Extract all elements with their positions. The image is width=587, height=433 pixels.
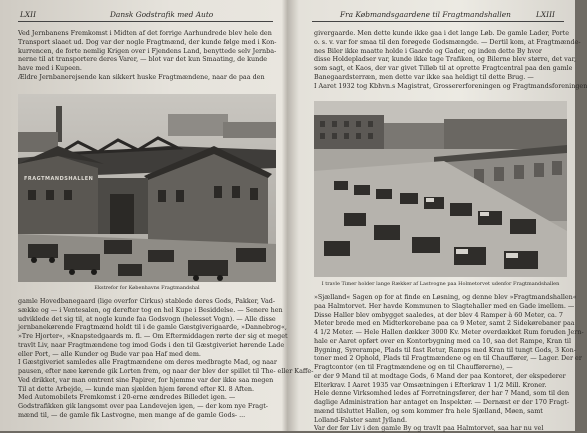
text-line: Ældre Jernbanerejsende kan sikkert huske Fragtmændene, naar de paa den <box>18 72 265 81</box>
right-bottom-text <box>314 293 584 433</box>
svg-text:FRAGTMANDSHALLEN: FRAGTMANDSHALLEN <box>24 176 94 182</box>
text-line: Godstrafikken gik langsomt over paa Landevejen igen, — der kom nye Fragt- <box>18 402 268 410</box>
text-line: Elterkrav. I Aaret 1935 var Omsætningen i Efterkrav 1 1/2 Mill. Kroner. <box>314 380 547 389</box>
text-line: Bygning, Syrerampe, Plads til fast Retur, Ramps med Kran til tungt Gods, 3 Kon- <box>314 345 576 354</box>
text-line: givergaarde. Men dette kunde ikke gaa i det lange Løb. De gamle Lader, Porte <box>314 29 569 37</box>
text-line: nes Biler ikke maatte holde i Gaarde og Gader, og inden dette By hvor <box>314 46 542 55</box>
text-line: I Aaret 1932 tog Kbhvn.s Magistrat, Grossererforeningen og Fragtmandsforeningen <box>314 81 587 90</box>
text-line: Lolland-Falster samt Jylland. <box>314 415 407 424</box>
text-line: nerne til at transportere deres Varer, — blot var det kun Smaating, de kunde <box>18 55 268 64</box>
right-header-rule <box>312 21 564 22</box>
text-line: daglige Administration har antaget en Inspektør. — Dernæst er der 170 Fragt- <box>314 398 570 406</box>
lorries-photo <box>314 101 567 277</box>
left-top-text <box>18 29 280 82</box>
text-line: Meter brede med en Midterkorebane paa ca 9 Meter, samt 2 Sidekørebaner paa <box>314 319 575 328</box>
right-top-text <box>314 29 587 90</box>
text-line: »Sjælland« Sagen op for at finde en Løsning, og denne blev »Fragtmandshallen« <box>314 293 577 301</box>
text-line: Disse Haller blev ombygget saaledes, at der blev 4 Ramper à 60 Meter, ca. 7 <box>314 310 563 319</box>
right-page <box>292 0 587 433</box>
text-line: gamle Hovedbanegaard (lige overfor Cirkus) stablede deres Gods, Pakker, Vad- <box>18 297 276 305</box>
text-line: eller Port, — alle Kunder og Bude var paa Haf med dem. <box>18 349 201 358</box>
text-line: Banegaardsterræn, men dette var ikke saa heldigt til dette Brug. — <box>314 72 534 81</box>
text-line: pausen, efter næe kørende gik Lorten frem, og naar der blev der spillet til The- eller Kaffe- <box>18 367 314 375</box>
text-line: jernbanekørende Fragtmænd holdt til i de gamle Gæstgiverigaarde, »Dannebrog«, <box>18 323 287 332</box>
text-line: paa Halmtorvet. Her havde Kommunen to Slagtehaller med en Gade imellem. — <box>314 301 575 310</box>
right-running-title: Fra Købmandsgaardene til Fragtmandshallen <box>340 10 511 19</box>
text-line: Ved Jernbanens Fremkomst i Midten af det forrige Aarhundrede blev hele den <box>18 29 272 37</box>
text-line: mænd tilsluttet Hallen, og som kommer fra hele Sjælland, Møen, samt <box>314 406 543 415</box>
text-line: o. s. v. var for smaa til den forøgede Godsmængde. — Dertil kom, at Fragtmænde- <box>314 37 581 46</box>
freight-hall-photo <box>18 94 276 282</box>
text-line: Transport slaaet ud. Dog var der nogle Fragtmænd, der kunde følge med i Kon- <box>18 37 277 46</box>
right-page-number: LXIII <box>536 10 555 19</box>
left-bottom-text <box>18 297 314 420</box>
text-line: toner med 2 Ophold, Plads til Fragtmændene og en til Chauffører, — Lager. Der er <box>314 354 582 363</box>
right-photo-caption: I travle Timer holder lange Rækker af Lastvogne paa Holmetorvet udenfor Fragtmandshallen <box>321 281 560 287</box>
text-line: Ved drikket, var man omtrent sine Papirer, for hjemme var der ikke saa megen <box>18 375 274 384</box>
text-line: Hele denne Virksomhed ledes af Forretningsfører, der har 7 Mand, som til den <box>314 389 570 398</box>
text-line: sække og — i Ventesalen, og derefter tog en hel Kupe i Besiddelse. — Senere hen <box>18 305 283 314</box>
text-line: Fragtcontor (en til Fragtmændene og en til Chaufførerne), — <box>314 363 513 371</box>
text-line: mænd til, — de gamle fik Lastvogne, men mange af de gamle Gods- ... <box>18 410 246 419</box>
text-line: som sagt, et Kaos, der var givet Tilløb til at oprette Fragtcentral paa den gamle <box>314 64 573 72</box>
text-line: I Gæstgiveriet samledes alle Fragtmændene om deres medbragte Mad, og naar <box>18 358 277 367</box>
text-line: have med i Kupeen. <box>18 64 82 72</box>
text-line: 4 1/2 Meter. — Hele Hallen dækker 3000 Kv. Meter overdækket Rum foruden Jern- <box>314 328 584 336</box>
text-line: hale er Aaret opført over en Kontorbygning med ca 10, saa det Rampe, Kran til <box>314 336 571 345</box>
text-line: udviklede det sig til, at nogle kunde faa Godsvogn (helesset Vogn). — Alle disse <box>18 314 276 323</box>
text-line: Med Automobilets Fremkomst i 20-erne ændredes Billedet igen. — <box>18 393 236 402</box>
left-page-number: LXII <box>20 10 37 19</box>
text-line: disse Holdepladser var, kunde ikke tage Trafiken, og Bilerne blev større, det var, <box>314 55 576 64</box>
text-line: er der 9 Mand til at modtage Gods, 6 Mand der paa Kontoret, der ekspederer <box>314 371 566 380</box>
text-line: kurrencen, de forte nemlig Krigen over i Fjendens Land, benyttede selv Jernba- <box>18 46 277 55</box>
left-photo-caption: Ekstrefor for Københavns Fragtmandshal <box>94 285 200 291</box>
text-line: Til at dette Arbejde, — kunde man sjælden hjem førend efter Kl. 8 Aften. <box>18 384 255 393</box>
text-line: travlt Liv, naar Fragtmændene tog imod Gods i den til Gæstgiveriet hørende Lade <box>18 340 285 349</box>
text-line: »Tre Hjorter«, »Knapstedgaards m. fl. — Om Eftermiddagen rørte der sig et meget <box>18 332 288 340</box>
text-line: Var der før Liv i den gamle By og travlt paa Halmtorvet, saa har nu vel <box>314 424 544 433</box>
left-header-rule <box>18 21 273 22</box>
left-running-title: Dansk Godstrafik med Auto <box>110 10 214 19</box>
